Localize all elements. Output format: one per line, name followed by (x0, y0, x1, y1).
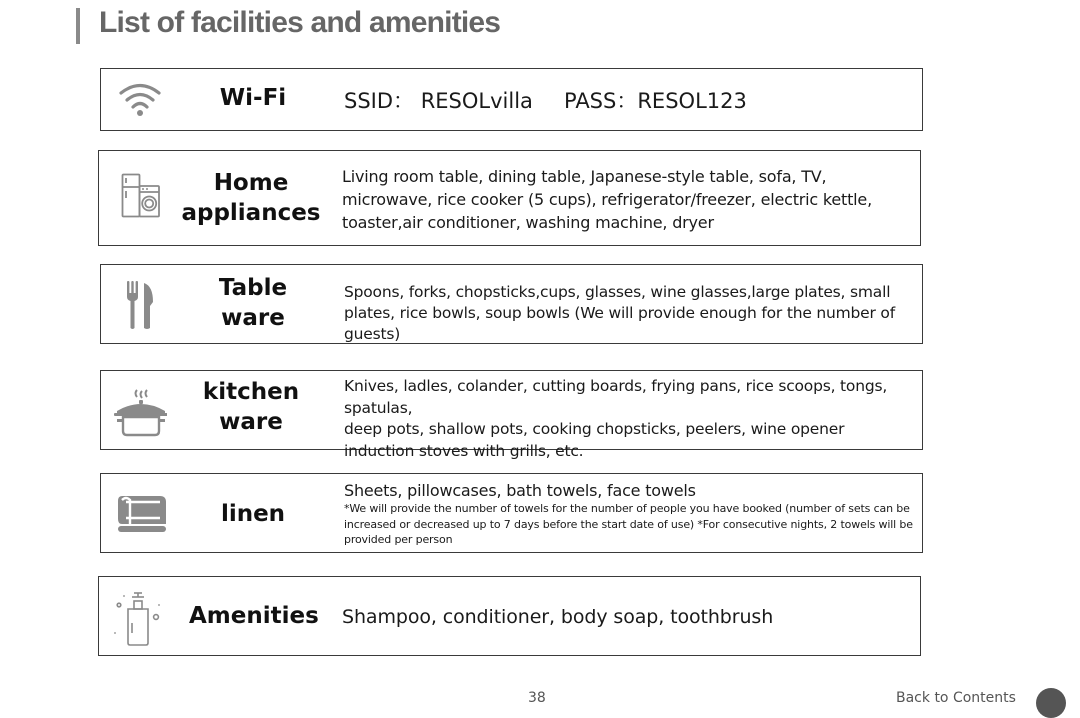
title-accent-bar (76, 8, 80, 44)
kitchenware-description-line: induction stoves with grills, etc. (344, 441, 584, 460)
kitchenware-row (100, 370, 923, 460)
linen-description (344, 480, 919, 548)
page-number: 38 (528, 690, 546, 706)
up-arrow-icon[interactable] (1036, 688, 1066, 718)
back-to-contents-link[interactable]: Back to Contents (896, 690, 1016, 706)
kitchenware-description-line: deep pots, shallow pots, cooking chopsticks, peelers, wine opener (344, 420, 845, 438)
page-title: List of facilities and amenities (99, 6, 501, 39)
linen-label: linen (220, 501, 286, 527)
wifi-ssid: SSID： RESOLvilla (344, 89, 533, 113)
tableware-row (100, 264, 923, 344)
appliances-label: Home appliances (181, 170, 321, 227)
tableware-label: Table ware (218, 275, 288, 332)
appliances-row (98, 150, 921, 246)
wifi-icon (118, 81, 162, 117)
wifi-row (100, 68, 923, 131)
wifi-label: Wi-Fi (219, 85, 287, 111)
tableware-description: Spoons, forks, chopsticks,cups, glasses, wine glasses,large plates, small plates, rice bowls, soup bowls (We will provide enough for the number of guests) (344, 283, 895, 343)
linen-note: *We will provide the number of towels for the number of people you have booked (number of sets can be increased or decreased up to 7 days before the start date of use) *For consecutive nights, 2 towels will be provided per person (344, 502, 913, 546)
appliances-description: Living room table, dining table, Japanese-style table, sofa, TV, microwave, rice cooker (5 cups), refrigerator/freezer, electric kettle, toaster,air conditioner, washing machine, dryer (342, 167, 872, 232)
kitchenware-description-line: Knives, ladles, colander, cutting boards, frying pans, rice scoops, tongs, spatulas, (344, 377, 888, 417)
amenities-description: Shampoo, conditioner, body soap, toothbrush (342, 606, 774, 628)
appliances-icon (121, 173, 161, 219)
cooking-pot-icon (113, 389, 167, 437)
kitchenware-label: kitchen ware (202, 379, 300, 436)
amenities-row (98, 576, 921, 656)
linen-row (100, 473, 923, 553)
wifi-password: PASS：RESOL123 (564, 89, 747, 113)
fork-knife-icon (126, 280, 156, 330)
kitchenware-description (344, 376, 924, 462)
amenities-label: Amenities (189, 603, 319, 629)
towel-icon (116, 494, 168, 534)
soap-bottle-icon (112, 589, 166, 647)
linen-main-text: Sheets, pillowcases, bath towels, face towels (344, 481, 696, 500)
